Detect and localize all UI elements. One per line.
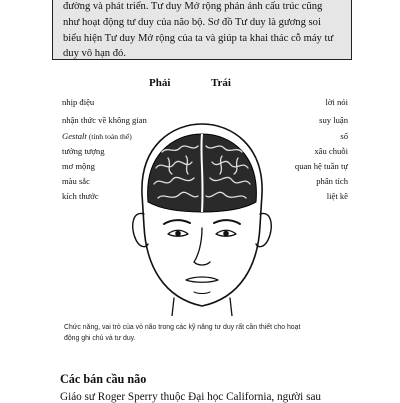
left-skill-numbers: số: [340, 131, 348, 141]
brain-head-illustration: [102, 116, 302, 316]
left-skill-lists: liệt kê: [326, 191, 348, 201]
longitudinal-fissure: [201, 134, 202, 212]
figure-caption: [64, 322, 354, 344]
gestalt-note: (tính toàn thể): [86, 132, 132, 141]
body-text-line: Giáo sư Roger Sperry thuộc Đại học California, người sau: [60, 391, 322, 403]
left-skill-analysis: phân tích: [316, 176, 348, 186]
chin-line: [194, 292, 210, 294]
right-eyebrow: [214, 220, 240, 224]
intro-line: duy vô hạn đó.: [63, 48, 126, 60]
right-pupil: [224, 231, 229, 236]
right-skill-rhythm: nhịp điệu: [62, 97, 95, 107]
left-skill-logic: suy luận: [319, 115, 348, 125]
nose: [194, 228, 210, 265]
section-heading: Các bán cầu não: [60, 372, 147, 386]
left-skill-words: lời nói: [325, 97, 348, 107]
right-skill-spatial: nhận thức về không gian: [62, 115, 147, 125]
intro-line: đường và phát triển. Tư duy Mở rộng phản ánh cấu trúc cũng: [63, 1, 323, 12]
intro-text-box: [52, 0, 352, 60]
left-hemisphere-heading: Trái: [211, 77, 231, 89]
left-skill-sequence: xâu chuỗi: [314, 146, 348, 156]
caption-line: Chức năng, vai trò của vỏ não trong các kỹ năng tư duy rất cần thiết cho hoạt: [64, 324, 301, 331]
mouth: [186, 277, 218, 282]
left-pupil: [176, 231, 181, 236]
right-skill-dimension: kích thước: [62, 191, 99, 201]
neck: [172, 298, 232, 316]
gestalt-word: Gestalt: [62, 131, 87, 141]
left-eyebrow: [164, 220, 190, 224]
intro-line: như hoạt động tư duy của não bộ. Sơ đồ Tư duy là gương soi: [63, 16, 321, 28]
caption-line: động ghi chú và tư duy.: [64, 335, 136, 342]
right-skill-daydreaming: mơ mộng: [62, 161, 95, 171]
intro-line: biểu hiện Tư duy Mở rộng của ta và giúp ta khai thác cỗ máy tư: [63, 32, 334, 44]
right-hemisphere-heading: Phải: [149, 77, 171, 89]
left-skill-linearity: quan hệ tuần tự: [294, 161, 348, 171]
right-skill-imagination: tưởng tượng: [62, 146, 105, 156]
right-skill-colour: màu sắc: [62, 176, 90, 186]
